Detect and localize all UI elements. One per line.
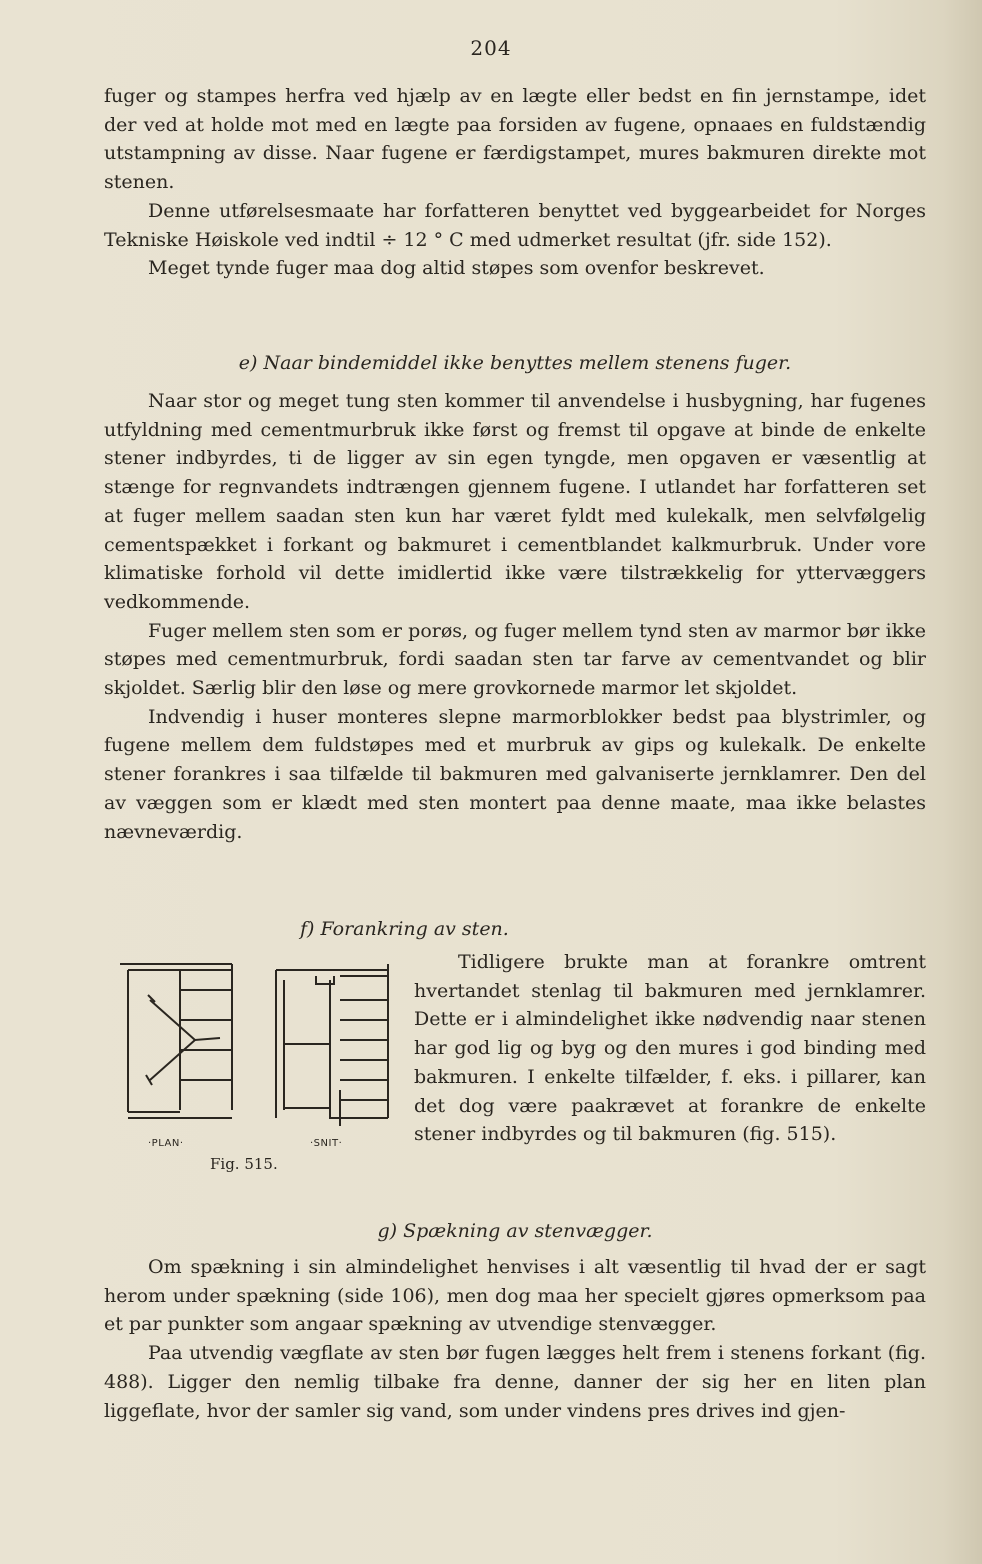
- figure-515: [100, 940, 400, 1179]
- paragraph-thin-joints: Meget tynde fuger maa dog altid støpes som ovenfor beskrevet.: [148, 257, 765, 280]
- intro-text-block: [104, 82, 926, 283]
- paragraph-pointing-exterior: Paa utvendig vægflate av sten bør fugen lægges helt frem i stenens forkant (fig. 488). Ligger den nemlig tilbake fra denne, danner der sig her en liten plan liggeflate, hvor der samler sig vand, som under vindens pres drives ind gjen-: [104, 1342, 926, 1422]
- snit-label: ·SNIT·: [310, 1138, 343, 1149]
- figure-caption: Fig. 515.: [210, 1155, 278, 1173]
- paragraph-heavy-stone: Naar stor og meget tung sten kommer til anvendelse i husbygning, har fugenes utfyldning med cementmurbruk ikke først og fremst til opgave at binde de enkelte stener indbyrdes, ti de ligger av sin egen tyngde, men opgaven er væsentlig at stænge for regnvandets indtrængen gjennem fugene. I utlandet har forfatteren set at fuger mellem saadan sten kun har været fyldt med kulekalk, men selvfølgelig cementspækket i forkant og bakmuret i cementblandet kalkmurbruk. Under vore klimatiske forhold vil dette imidlertid ikke være tilstrækkelig for yttervæggers vedkommende.: [104, 390, 926, 613]
- paragraph-pointing-general: Om spækning i sin almindelighet henvises i alt væsentlig til hvad der er sagt herom under spækning (side 106), men dog maa her specielt gjøres opmerksom paa et par punkter som angaar spækning av utvendige stenvægger.: [104, 1256, 926, 1336]
- section-f-heading: f) Forankring av sten.: [300, 918, 509, 940]
- paragraph-method-used: Denne utførelsesmaate har forfatteren benyttet ved byggearbeidet for Norges Tekniske Høiskole ved indtil ÷ 12 ° C med udmerket resultat (jfr. side 152).: [104, 199, 926, 251]
- section-e-heading: e) Naar bindemiddel ikke benyttes mellem stenens fuger.: [238, 352, 792, 374]
- anchoring-drawing: [100, 940, 400, 1175]
- paragraph-porous-stone: Fuger mellem sten som er porøs, og fuger mellem tynd sten av marmor bør ikke støpes med cementmurbruk, fordi saadan sten tar farve av cementvandet og blir skjoldet. Særlig blir den løse og mere grovkornede marmor let skjoldet.: [104, 619, 926, 700]
- paragraph-anchoring: Tidligere brukte man at forankre omtrent hvertandet stenlag til bakmuren med jernklamrer. Dette er i almindelighet ikke nødvendig naar stenen har god lig og byg og den mures i god binding med bakmuren. I enkelte tilfælder, f. eks. i pillarer, kan det dog være paakrævet at forankre de enkelte stener indbyrdes og til bakmuren (fig. 515).: [414, 951, 926, 1146]
- plan-label: ·PLAN·: [148, 1138, 184, 1149]
- page-number: 204: [470, 36, 512, 60]
- section-g-text-block: [104, 1253, 926, 1425]
- section-e-text-block: [104, 387, 926, 846]
- section-g-heading: g) Spækning av stenvægger.: [377, 1220, 653, 1242]
- paragraph-interior-marble: Indvendig i huser monteres slepne marmorblokker bedst paa blystrimler, og fugene mellem dem fuldstøpes med et murbruk av gips og kulekalk. De enkelte stener forankres i saa tilfælde til bakmuren med galvaniserte jernklamrer. Den del av væggen som er klædt med sten montert paa denne maate, maa ikke belastes nævneværdig.: [104, 705, 926, 843]
- section-f-text-block: [414, 948, 926, 1149]
- paragraph-stamping: fuger og stampes herfra ved hjælp av en lægte eller bedst en fin jernstampe, idet der ved at holde mot med en lægte paa forsiden av fugene, opnaaes en fuldstændig utstampning av disse. Naar fugene er færdigstampet, mures bakmuren direkte mot stenen.: [104, 85, 926, 194]
